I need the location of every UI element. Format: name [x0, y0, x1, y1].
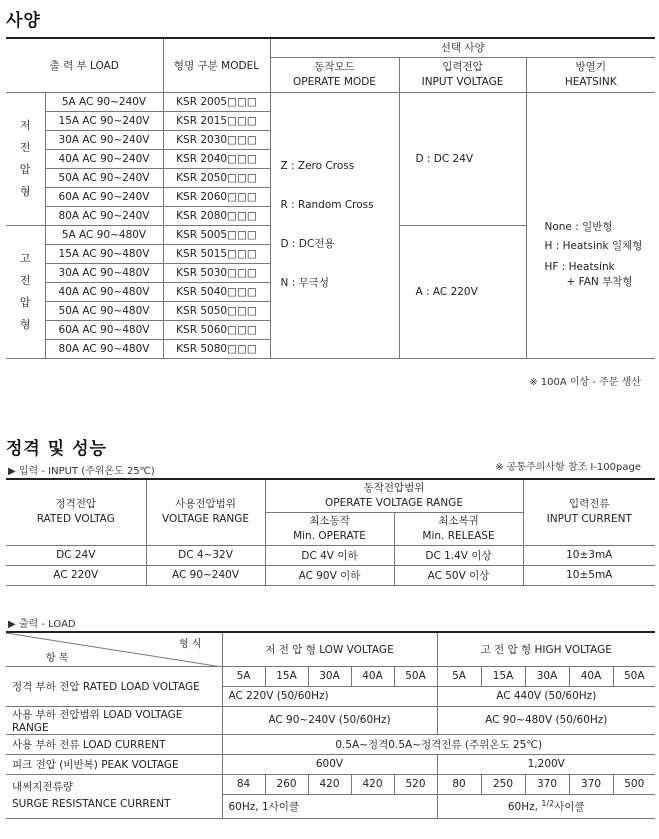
- surge-cell: 370: [569, 774, 613, 794]
- range-cell: AC 90~240V: [146, 565, 265, 585]
- load-range-label: 사용 부하 전압범위 LOAD VOLTAGE RANGE: [6, 706, 222, 734]
- group-low-char: 형: [19, 184, 31, 198]
- operate-cell: AC 90V 이하: [265, 565, 394, 585]
- amp-cell: 5A: [222, 666, 265, 686]
- mode-z: Z : Zero Cross: [280, 160, 355, 172]
- header-min-rel-en: Min. RELEASE: [422, 529, 495, 542]
- header-cur-en: INPUT CURRENT: [546, 513, 632, 526]
- heat-none: None : 일반형: [544, 221, 613, 233]
- model-cell: KSR 2050□□□: [163, 168, 270, 187]
- rated-load-low: AC 220V (50/60Hz): [222, 686, 437, 706]
- header-op-ko: 동작전압범위: [363, 481, 425, 494]
- group-high-char: 형: [19, 317, 31, 331]
- peak-voltage-low: 600V: [222, 754, 437, 774]
- group-high-char: 전: [19, 273, 31, 287]
- operate-cell: DC 4V 이하: [265, 545, 394, 565]
- model-cell: KSR 2005□□□: [163, 92, 270, 111]
- surge-label-en: SURGE RESISTANCE CURRENT: [12, 798, 171, 810]
- mode-n: N : 무극성: [280, 277, 329, 289]
- load-cell: 50A AC 90~240V: [45, 168, 163, 187]
- rated-cell: DC 24V: [6, 545, 146, 565]
- header-load: 출 력 부 LOAD: [6, 38, 163, 92]
- surge-cell: 370: [525, 774, 569, 794]
- surge-label: [6, 774, 222, 818]
- header-range-en: VOLTAGE RANGE: [161, 513, 250, 526]
- header-min-op-ko: 최소동작: [309, 514, 350, 527]
- header-low-voltage: 저 전 압 형 LOW VOLTAGE: [222, 632, 437, 666]
- spec-note: ※ 100A 이상 - 주문 생산: [529, 377, 641, 388]
- surge-high-pre: 60Hz,: [507, 800, 538, 813]
- release-cell: AC 50V 이상: [394, 565, 523, 585]
- load-range-high: AC 90~480V (50/60Hz): [437, 706, 655, 734]
- heat-h: H : Heatsink 일체형: [544, 240, 643, 252]
- load-cell: 40A AC 90~480V: [45, 282, 163, 301]
- header-min-operate: [265, 512, 394, 545]
- section-title-rating: 정격 및 성능: [6, 439, 107, 459]
- header-range-ko: 사용전압범위: [175, 498, 236, 511]
- header-select: 선택 사양: [270, 38, 655, 57]
- input-caption: ▶ 입력 - INPUT (주위온도 25℃): [8, 466, 155, 477]
- heat-hf-fan: + FAN 부착형: [566, 276, 633, 288]
- amp-cell: 40A: [569, 666, 613, 686]
- model-cell: KSR 2080□□□: [163, 206, 270, 225]
- load-cell: 80A AC 90~480V: [45, 339, 163, 358]
- input-reference: ※ 공통주의사항 참조 Ⅰ-100page: [495, 462, 641, 473]
- header-min-release: [394, 512, 523, 545]
- load-cell: 5A AC 90~480V: [45, 225, 163, 244]
- header-operate-range: [265, 479, 523, 512]
- load-range-low: AC 90~240V (50/60Hz): [222, 706, 437, 734]
- group-high-char: 고: [19, 251, 31, 265]
- rated-load-high: AC 440V (50/60Hz): [437, 686, 655, 706]
- heatsink-cell: [526, 92, 655, 358]
- release-cell: DC 1.4V 이상: [394, 545, 523, 565]
- header-mode: [270, 57, 399, 92]
- surge-high-post: 사이클: [554, 800, 585, 813]
- load-cell: 15A AC 90~480V: [45, 244, 163, 263]
- range-cell: DC 4~32V: [146, 545, 265, 565]
- header-mode-en: OPERATE MODE: [293, 75, 376, 88]
- current-cell: 10±3mA: [523, 545, 655, 565]
- model-cell: KSR 5060□□□: [163, 320, 270, 339]
- amp-cell: 50A: [394, 666, 437, 686]
- load-cell: 40A AC 90~240V: [45, 149, 163, 168]
- load-cell: 50A AC 90~480V: [45, 301, 163, 320]
- model-cell: KSR 5080□□□: [163, 339, 270, 358]
- load-cell: 30A AC 90~480V: [45, 263, 163, 282]
- input-dc-cell: D : DC 24V: [399, 92, 526, 225]
- current-cell: 10±5mA: [523, 565, 655, 585]
- load-cell: 80A AC 90~240V: [45, 206, 163, 225]
- header-current: [523, 479, 655, 545]
- surge-label-ko: 내써지전류량: [12, 781, 73, 793]
- mode-d: D : DC전용: [280, 238, 335, 250]
- header-input: [399, 57, 526, 92]
- table-row: [6, 545, 655, 565]
- mode-cell: [270, 92, 399, 358]
- header-heatsink: [526, 57, 655, 92]
- rated-load-label: 정격 부하 전압 RATED LOAD VOLTAGE: [6, 666, 222, 706]
- amp-cell: 30A: [308, 666, 351, 686]
- header-high-voltage: 고 전 압 형 HIGH VOLTAGE: [437, 632, 655, 666]
- model-cell: KSR 2030□□□: [163, 130, 270, 149]
- load-cell: 60A AC 90~480V: [45, 320, 163, 339]
- group-low-voltage: [6, 92, 45, 225]
- header-op-en: OPERATE VOLTAGE RANGE: [325, 496, 463, 509]
- surge-cell: 520: [394, 774, 437, 794]
- header-input-en: INPUT VOLTAGE: [421, 75, 504, 88]
- load-current-value: 0.5A~정격0.5A~정격전류 (주위온도 25℃): [222, 734, 655, 754]
- header-range: [146, 479, 265, 545]
- model-cell: KSR 2015□□□: [163, 111, 270, 130]
- surge-cell: 500: [613, 774, 655, 794]
- model-cell: KSR 5005□□□: [163, 225, 270, 244]
- header-model: 형명 구분 MODEL: [163, 38, 270, 92]
- model-cell: KSR 5030□□□: [163, 263, 270, 282]
- load-cell: 30A AC 90~240V: [45, 130, 163, 149]
- header-cur-ko: 입력전류: [568, 498, 610, 511]
- model-cell: KSR 5050□□□: [163, 301, 270, 320]
- spec-table: [6, 37, 655, 359]
- mode-r: R : Random Cross: [280, 199, 374, 211]
- surge-low-note: 60Hz, 1사이클: [222, 794, 437, 818]
- model-cell: KSR 5040□□□: [163, 282, 270, 301]
- amp-cell: 15A: [481, 666, 525, 686]
- load-current-label: 사용 부하 전류 LOAD CURRENT: [6, 734, 222, 754]
- header-heat-en: HEATSINK: [564, 75, 617, 88]
- load-cell: 5A AC 90~240V: [45, 92, 163, 111]
- amp-cell: 50A: [613, 666, 655, 686]
- header-min-op-en: Min. OPERATE: [293, 529, 366, 542]
- header-mode-ko: 동작모드: [314, 60, 355, 73]
- surge-high-note: [437, 794, 655, 818]
- surge-cell: 420: [308, 774, 351, 794]
- model-cell: KSR 5015□□□: [163, 244, 270, 263]
- heat-hf: HF : Heatsink: [544, 261, 615, 273]
- model-cell: KSR 2040□□□: [163, 149, 270, 168]
- surge-cell: 420: [351, 774, 394, 794]
- load-cell: 15A AC 90~240V: [45, 111, 163, 130]
- surge-high-fraction: 1/2: [541, 798, 555, 808]
- header-type: 형 식: [179, 639, 202, 650]
- input-table: [6, 478, 655, 586]
- group-low-char: 전: [19, 140, 31, 154]
- rated-cell: AC 220V: [6, 565, 146, 585]
- amp-cell: 15A: [265, 666, 308, 686]
- header-item: 항 목: [46, 652, 69, 664]
- amp-cell: 30A: [525, 666, 569, 686]
- header-input-ko: 입력전압: [442, 60, 483, 73]
- output-caption: ▶ 출력 - LOAD: [8, 619, 76, 630]
- peak-voltage-label: 피크 전압 (비반복) PEAK VOLTAGE: [6, 754, 222, 774]
- amp-cell: 40A: [351, 666, 394, 686]
- surge-cell: 260: [265, 774, 308, 794]
- surge-cell: 84: [222, 774, 265, 794]
- group-high-char: 압: [19, 295, 31, 309]
- surge-cell: 80: [437, 774, 481, 794]
- surge-cell: 250: [481, 774, 525, 794]
- header-rated: [6, 479, 146, 545]
- table-row: [6, 565, 655, 585]
- input-ac-cell: A : AC 220V: [399, 225, 526, 358]
- load-cell: 60A AC 90~240V: [45, 187, 163, 206]
- header-rated-ko: 정격전압: [55, 498, 97, 511]
- header-item-type: [6, 632, 222, 666]
- output-table: [6, 631, 655, 819]
- header-heat-ko: 방열기: [575, 60, 606, 73]
- header-min-rel-ko: 최소복귀: [438, 514, 479, 527]
- model-cell: KSR 2060□□□: [163, 187, 270, 206]
- section-title-spec: 사양: [6, 11, 41, 31]
- amp-cell: 5A: [437, 666, 481, 686]
- group-low-char: 압: [19, 162, 31, 176]
- peak-voltage-high: 1,200V: [437, 754, 655, 774]
- group-high-voltage: [6, 225, 45, 358]
- header-rated-en: RATED VOLTAG: [36, 513, 115, 526]
- group-low-char: 저: [19, 118, 31, 132]
